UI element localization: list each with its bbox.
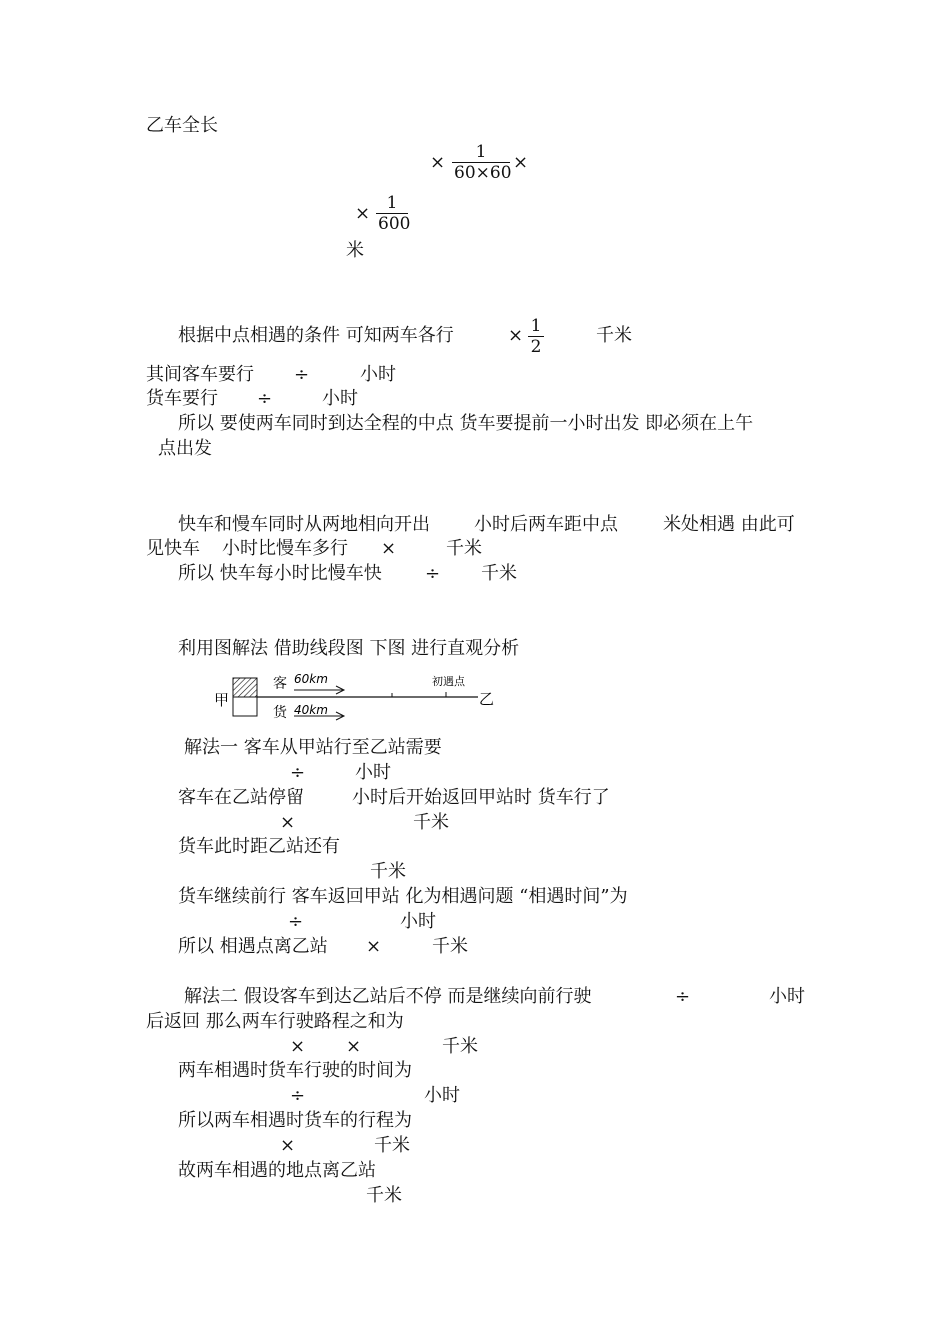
meeting-problem-text: 货车继续前行 客车返回甲站 化为相遇问题 “相遇时间”为	[178, 886, 628, 907]
unit-hours: 小时	[424, 1085, 460, 1106]
unit-km: 千米	[446, 538, 482, 559]
unit-km: 千米	[370, 861, 406, 882]
bus-travel-text: 其间客车要行	[146, 364, 254, 385]
fast-slow-car-text-c: 米处相遇 由此可	[663, 514, 795, 535]
fraction-1-over-600	[376, 193, 411, 234]
divide-sign: ÷	[290, 762, 306, 783]
divide-sign: ÷	[294, 364, 310, 385]
line-segment-diagram	[210, 668, 500, 724]
fraction-denominator: 2	[530, 337, 542, 357]
unit-km: 千米	[413, 812, 449, 833]
unit-km: 千米	[432, 936, 468, 957]
unit-km: 千米	[366, 1185, 402, 1206]
meeting-distance-text: 所以 相遇点离乙站	[178, 936, 328, 957]
unit-meter: 米	[346, 240, 364, 261]
station-jia-label: 甲	[214, 691, 230, 709]
fast-slow-car-text-b: 小时后两车距中点	[474, 514, 618, 535]
bus-return-text: 小时后开始返回甲站时 货车行了	[352, 787, 610, 808]
conclusion-text: 所以 要使两车同时到达全程的中点 货车要提前一小时出发 即必须在上午	[178, 413, 754, 434]
final-distance-text: 故两车相遇的地点离乙站	[178, 1160, 376, 1181]
times-sign: ×	[355, 203, 371, 224]
method-one-title: 解法一 客车从甲站行至乙站需要	[184, 737, 442, 758]
truck-label: 货	[273, 705, 287, 721]
truck-travel-text: 货车要行	[146, 388, 218, 409]
bus-block	[233, 678, 257, 697]
truck-distance-text: 所以两车相遇时货车的行程为	[178, 1110, 412, 1131]
car-length-label: 乙车全长	[146, 115, 218, 136]
divide-sign: ÷	[675, 986, 691, 1007]
fraction-1-over-3600	[452, 142, 510, 183]
unit-hours: 小时	[360, 364, 396, 385]
unit-km: 千米	[596, 325, 632, 346]
divide-sign: ÷	[290, 1085, 306, 1106]
divide-sign: ÷	[257, 388, 273, 409]
fraction-numerator: 1	[386, 193, 398, 213]
times-sign: ×	[290, 1036, 306, 1057]
times-sign: ×	[346, 1036, 362, 1057]
meeting-point-label: 初遇点	[432, 675, 465, 688]
divide-sign: ÷	[425, 563, 441, 584]
fast-car-label: 见快车	[146, 538, 200, 559]
fraction-denominator: 60×60	[454, 163, 512, 183]
unit-km: 千米	[374, 1135, 410, 1156]
times-sign: ×	[430, 152, 446, 173]
truck-block	[233, 697, 257, 716]
unit-hours: 小时	[355, 762, 391, 783]
fraction-one-half	[528, 316, 544, 357]
fast-car-more-text: 小时比慢车多行	[222, 538, 348, 559]
diagram-intro-text: 利用图解法 借助线段图 下图 进行直观分析	[178, 638, 520, 659]
total-distance-text: 后返回 那么两车行驶路程之和为	[146, 1011, 404, 1032]
fraction-numerator: 1	[530, 316, 542, 336]
bus-arrow	[294, 686, 344, 694]
fraction-numerator: 1	[475, 142, 487, 162]
bus-stop-text: 客车在乙站停留	[178, 787, 304, 808]
times-sign: ×	[508, 325, 524, 346]
times-sign: ×	[366, 936, 382, 957]
per-hour-faster-text: 所以 快车每小时比慢车快	[178, 563, 382, 584]
times-sign: ×	[381, 538, 397, 559]
truck-speed: 40km	[294, 703, 328, 717]
station-yi-label: 乙	[479, 690, 495, 708]
bus-speed: 60km	[294, 672, 328, 686]
times-sign: ×	[280, 1135, 296, 1156]
divide-sign: ÷	[288, 911, 304, 932]
midpoint-condition-text: 根据中点相遇的条件 可知两车各行	[178, 325, 454, 346]
unit-hours: 小时	[400, 911, 436, 932]
fast-slow-car-text: 快车和慢车同时从两地相向开出	[178, 514, 430, 535]
truck-time-text: 两车相遇时货车行驶的时间为	[178, 1060, 412, 1081]
times-sign: ×	[513, 152, 529, 173]
truck-remaining-text: 货车此时距乙站还有	[178, 836, 340, 857]
times-sign: ×	[280, 812, 296, 833]
unit-hours: 小时	[322, 388, 358, 409]
unit-km: 千米	[481, 563, 517, 584]
departure-time-text: 点出发	[158, 438, 212, 459]
method-two-title: 解法二 假设客车到达乙站后不停 而是继续向前行驶	[184, 986, 592, 1007]
bus-label: 客	[273, 676, 287, 692]
fraction-denominator: 600	[378, 214, 411, 234]
unit-hours: 小时	[769, 986, 805, 1007]
unit-km: 千米	[442, 1036, 478, 1057]
